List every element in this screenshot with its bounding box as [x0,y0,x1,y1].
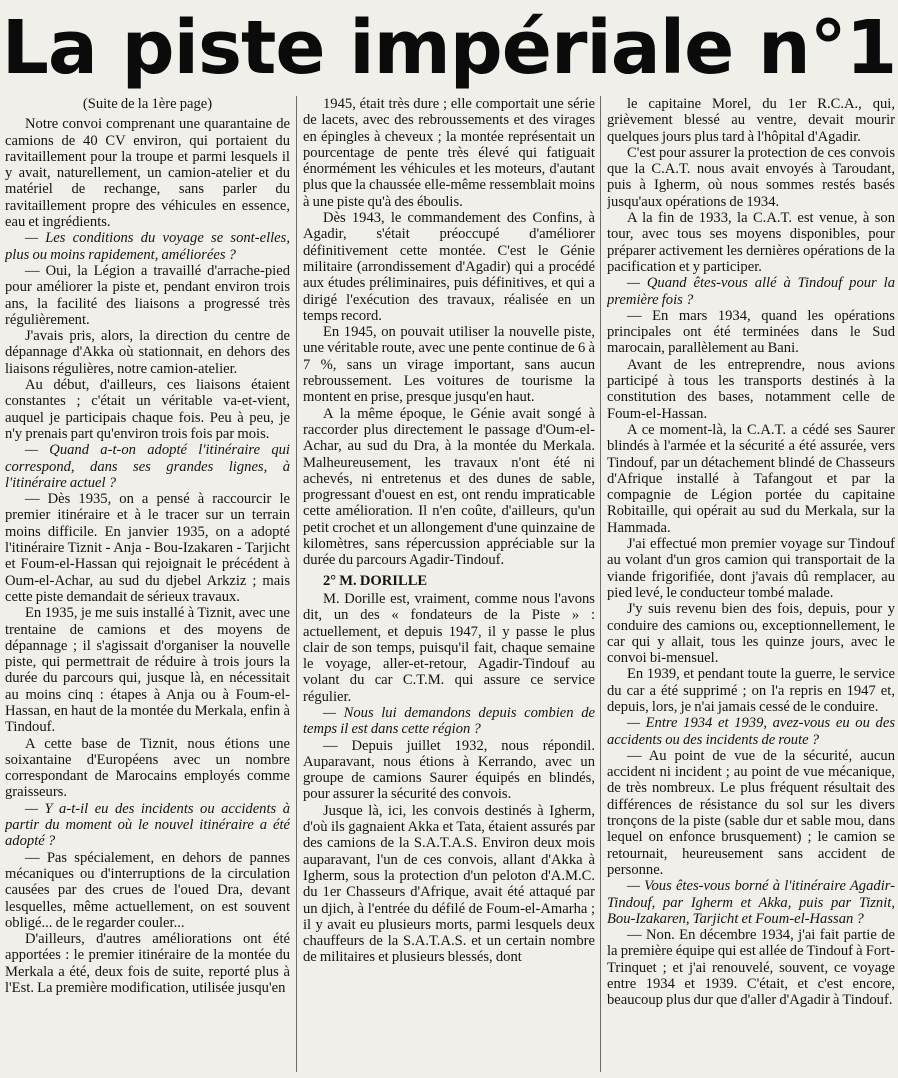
column-divider [600,96,601,1072]
article-paragraph: — Au point de vue de la sécurité, aucun accident ni incident ; au point de vue mécanique, de très nombreux. Le plus fréquent résultait des différences de résistance du sol sur les divers tronçons de la piste (sable dur et sable mou, dans lequel on enfonce brusquement) ; le camion se retournait, heureusement sans accident de personne. [607,747,895,878]
article-paragraph: En 1939, et pendant toute la guerre, le service du car a été supprimé ; on l'a repris en 1947 et, depuis, lors, je n'ai jamais cessé de le conduire. [607,666,895,715]
column-3 [607,96,895,1072]
article-paragraph: — Non. En décembre 1934, j'ai fait partie de la première équipe qui est allée de Tindouf à Fort-Trinquet ; et j'ai renouvelé, souvent, ce voyage entre 1934 et 1939. C'était, et c'est encore, beaucoup plus dur que d'aller d'Agadir à Tindouf. [607,927,895,1009]
article-paragraph: M. Dorille est, vraiment, comme nous l'avons dit, un des « fondateurs de la Piste » : actuellement, et depuis 1947, il y passe le plus clair de son temps, puisqu'il fait, chaque semaine le voyage, aller-et-retour, Agadir-Tindouf au volant du car C.T.M. qui assure ce service régulier. [303,590,595,705]
article-paragraph: Au début, d'ailleurs, ces liaisons étaient constantes ; c'était un véritable va-et-vient, auquel je participais chaque fois. Peu à peu, je n'y prenais part qu'environ trois fois par mois. [5,377,290,442]
article-paragraph: — Depuis juillet 1932, nous répondil. Auparavant, nous étions à Kerrando, avec un groupe de camions Saurer équipés en blindés, pour assurer la sécurité des convois. [303,737,595,803]
article-paragraph: J'ai effectué mon premier voyage sur Tindouf au volant d'un gros camion qui transportait de la viande frigorifiée, dont j'avais dû remplacer, au pied levé, le conducteur tombé malade. [607,536,895,601]
article-paragraph: En 1945, on pouvait utiliser la nouvelle piste, une véritable route, avec une pente continue de 6 à 7 %, sans un virage important, sans aucun rebroussement. Les voitures de tourisme la montent en prise, presque jusqu'en haut. [303,324,595,406]
article-paragraph: A la même époque, le Génie avait songé à raccorder plus directement le passage d'Oum-el-Achar, au sud du Dra, à la montée du Merkala. Malheureusement, les travaux n'ont été ni achevés, ni entretenus et des dunes de sable, progressant d'ouest en est, ont rendu impraticable cette amélioration. Il n'en coûte, d'ailleurs, qu'un petit crochet et un allongement d'une quinzaine de kilomètres, sans répercussion appréciable sur la durée du parcours Agadir-Tindouf. [303,405,595,569]
section-heading: 2° M. DORILLE [323,572,428,589]
article-paragraph: A ce moment-là, la C.A.T. a cédé ses Saurer blindés à l'armée et la sécurité a été assurée, vers Tindouf, par un détachement blindé de Chasseurs d'Afrique installé à Tafangout et par la compagnie de Légion portée du capitaine Robitaille, qui opérait au sud du Merkala, sur la Hammada. [607,421,895,536]
interview-question: — Quand êtes-vous allé à Tindouf pour la première fois ? [607,275,895,308]
continuation-note: (Suite de la 1ère page) [82,96,213,112]
article-paragraph: En 1935, je me suis installé à Tiznit, avec une trentaine de camions et des moyens de dépannage ; il s'agissait d'organiser la nouvelle piste, qui permettrait de réduire à trois jours la durée du parcours qui, jusque là, en nécessitait au moins cinq : étapes à Anja ou à Foum-el-Hassan, en haut de la montée du Merkala, enfin à Tindouf. [5,605,290,736]
article-paragraph: D'ailleurs, d'autres améliorations ont été apportées : le premier itinéraire de la montée du Merkala a été, deux fois de suite, reporté plus à l'Est. La première modification, utilisée jusqu'en [5,931,290,997]
article-paragraph: J'y suis revenu bien des fois, depuis, pour y conduire des camions ou, exceptionnellement, le car qui y allait, tous les quinze jours, avec le convoi bi-mensuel. [607,601,895,667]
interview-question: — Les conditions du voyage se sont-elles, plus ou moins rapidement, améliorées ? [5,230,290,263]
interview-question: — Quand a-t-on adopté l'itinéraire qui correspond, dans ses grandes lignes, à l'itinéraire actuel ? [5,442,290,491]
article-paragraph: Jusque là, ici, les convois destinés à Igherm, d'où ils gagnaient Akka et Tata, étaient assurés par des camions de la S.A.T.A.S. Environ deux mois auparavant, l'un de ces convois, allant d'Akka à Igherm, sous la protection d'un peloton d'A.M.C. du 1er Chasseurs d'Afrique, avait été attaqué par un djich, à l'entrée du défilé de Foum-el-Amarha ; il y avait eu plusieurs morts, parmi lesquels deux chauffeurs de la S.A.T.A.S. et un certain nombre de militaires et plusieurs blessés, dont [303,802,595,966]
article-paragraph: — Dès 1935, on a pensé à raccourcir le premier itinéraire et à le tracer sur un terrain moins difficile. En janvier 1935, on a adopté l'itinéraire Tiznit - Anja - Bou-Izakaren - Tarjicht et Foum-el-Hassan qui rejoignait le précédent à Oum-el-Achar, au sud du djebel Arkziz ; mais cette piste demandait de sérieux travaux. [5,491,290,605]
interview-question: — Y a-t-il eu des incidents ou accidents à partir du moment où le nouvel itinéraire a été adopté ? [5,800,290,850]
interview-question: — Nous lui demandons depuis combien de temps il est dans cette région ? [303,704,595,738]
article-paragraph: Avant de les entreprendre, nous avions participé à tous les transports destinés à la constitution des bases, notamment celle de Foum-el-Hassan. [607,356,895,422]
article-paragraph: 1945, était très dure ; elle comportait une série de lacets, avec des rebroussements et des virages en épingles à cheveux ; la montée représentait un pourcentage de pente très élevé qui fatiguait énormément les véhicules et les moteurs, d'autant plus que la chaussée elle-même ressemblait moins à une piste qu'à des éboulis. [303,96,595,210]
article-paragraph: — En mars 1934, quand les opérations principales ont été terminées dans le Sud marocain, parallèlement au Bani. [607,307,895,357]
column-divider [296,96,297,1072]
column-1 [5,96,290,1072]
article-paragraph: — Pas spécialement, en dehors de pannes mécaniques ou d'interruptions de la circulation causées par des crues de l'oued Dra, devant lesquelles, même actuellement, on est souvent obligé... de le regarder couler... [5,849,290,931]
article-paragraph: A la fin de 1933, la C.A.T. est venue, à son tour, avec tous ses moyens disponibles, pour préparer activement les dernières opérations de la pacification et y participer. [607,210,895,275]
article-paragraph: Dès 1943, le commandement des Confins, à Agadir, s'était préoccupé d'améliorer définitivement cette montée. C'est le Génie militaire (arrondissement d'Agadir) qui a procédé aux études préliminaires, puis définitives, et qui a dirigé l'exécution des travaux, réalisée en un temps record. [303,210,595,324]
article-paragraph: le capitaine Morel, du 1er R.C.A., qui, grièvement blessé au ventre, devait mourir quelques jours plus tard à l'hôpital d'Agadir. [607,96,895,145]
article-paragraph: C'est pour assurer la protection de ces convois que la C.A.T. nous avait envoyés à Taroudant, puis à Igherm, où nous sommes restés basés jusqu'aux opérations de 1934. [607,144,895,210]
article-paragraph: A cette base de Tiznit, nous étions une soixantaine d'Européens avec un nombre correspondant de Marocains employés comme graisseurs. [5,735,290,801]
article-paragraph: Notre convoi comprenant une quarantaine de camions de 40 CV environ, qui portaient du ravitaillement pour la troupe et parmi lesquels il y avait, naturellement, un camion-atelier et du matériel de rechange, sans parler du ravitaillement propre des véhicules en essence, eau et ingrédients. [5,116,290,231]
column-2 [303,96,595,1072]
interview-question: — Entre 1934 et 1939, avez-vous eu ou des accidents ou des incidents de route ? [607,715,895,748]
article-paragraph: J'avais pris, alors, la direction du centre de dépannage d'Akka où stationnait, en dehors des liaisons régulières, notre camion-atelier. [5,328,290,377]
interview-question: — Vous êtes-vous borné à l'itinéraire Agadir-Tindouf, par Igherm et Akka, puis par Tiznit, Bou-Izakaren, Tarjicht et Foum-el-Hassan ? [607,878,895,927]
article-title: La piste impériale n°1 [1,5,897,91]
article-paragraph: — Oui, la Légion a travaillé d'arrache-pied pour améliorer la piste et, pendant environ trois ans, la facilité des liaisons a progressé très régulièrement. [5,262,290,328]
